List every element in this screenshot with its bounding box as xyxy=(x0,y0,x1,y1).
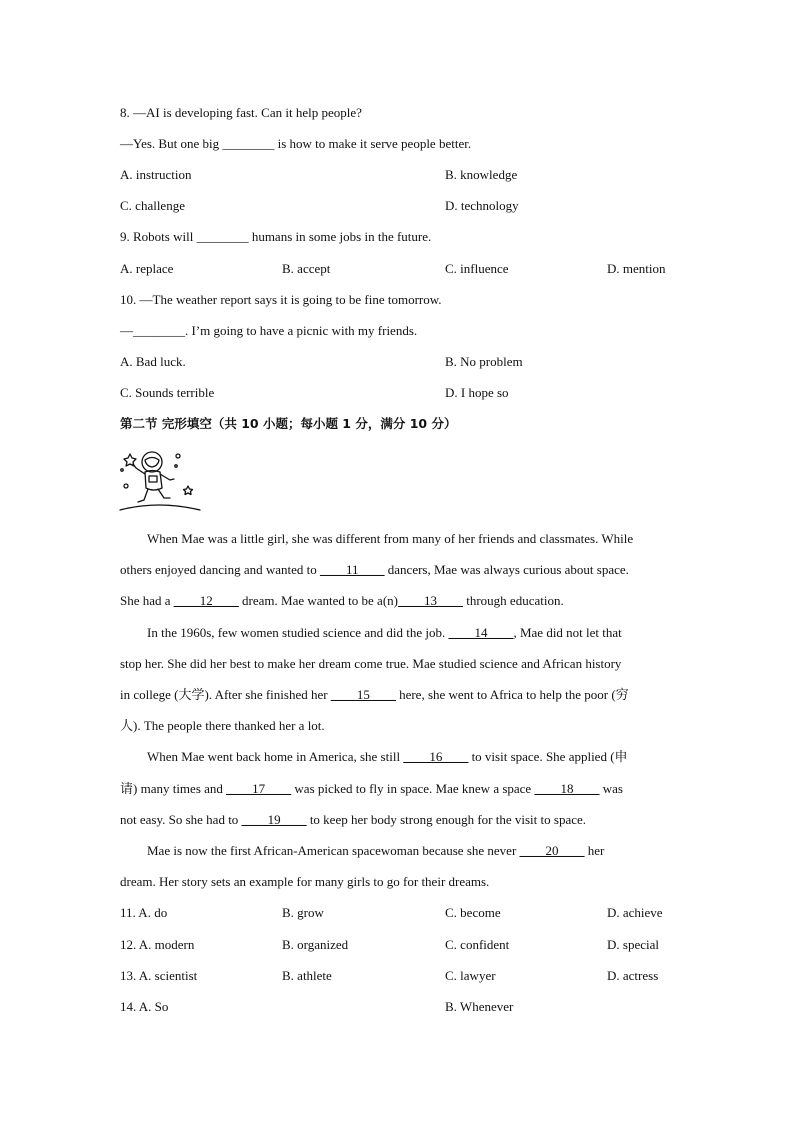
passage-p2-line2: stop her. She did her best to make her dream come true. Mae studied science and African history xyxy=(120,656,622,671)
q12-option-a: 12. A. modern xyxy=(120,937,195,952)
q10-stem: 10. —The weather report says it is going to be fine tomorrow. xyxy=(120,292,442,307)
q13-option-c: C. lawyer xyxy=(445,968,496,983)
passage-p4-line2: dream. Her story sets an example for many girls to go for their dreams. xyxy=(120,874,490,889)
q13-option-d: D. actress xyxy=(607,968,659,983)
blank-16: ____16____ xyxy=(403,749,469,764)
section-heading: 第二节 完形填空（共 10 小题；每小题 1 分，满分 10 分） xyxy=(120,416,457,431)
passage-p1-line3: She had a ____12____ dream. Mae wanted to be a(n)____13____ through education. xyxy=(120,593,564,608)
q11-option-a: 11. A. do xyxy=(120,905,168,920)
q10-option-d: D. I hope so xyxy=(445,385,509,400)
passage-p4-line1: Mae is now the first African-American spacewoman because she never ____20____ her xyxy=(147,843,605,858)
q10-option-b: B. No problem xyxy=(445,354,523,369)
passage-p2-line3: in college (大学). After she finished her ____15____ here, she went to Africa to help the poor (穷 xyxy=(120,687,629,702)
q12-option-d: D. special xyxy=(607,937,659,952)
blank-18: ____18____ xyxy=(534,781,600,796)
passage-p1-line2: others enjoyed dancing and wanted to ____11____ dancers, Mae was always curious about space. xyxy=(120,562,629,577)
q8-option-d: D. technology xyxy=(445,198,519,213)
blank-19: ____19____ xyxy=(241,812,307,827)
q10-option-a: A. Bad luck. xyxy=(120,354,186,369)
q13-option-a: 13. A. scientist xyxy=(120,968,198,983)
q8-reply: —Yes. But one big ________ is how to make it serve people better. xyxy=(120,136,472,151)
blank-20: ____20____ xyxy=(519,843,585,858)
q8-option-b: B. knowledge xyxy=(445,167,518,182)
passage-p1-line1: When Mae was a little girl, she was different from many of her friends and classmates. While xyxy=(147,531,634,546)
passage-p3-line3: not easy. So she had to ____19____ to keep her body strong enough for the visit to space. xyxy=(120,812,586,827)
q11-option-b: B. grow xyxy=(282,905,324,920)
q10-reply: —________. I’m going to have a picnic with my friends. xyxy=(120,323,418,338)
q9-option-c: C. influence xyxy=(445,261,509,276)
q8-option-a: A. instruction xyxy=(120,167,192,182)
q9-option-d: D. mention xyxy=(607,261,666,276)
q12-option-b: B. organized xyxy=(282,937,349,952)
q9-option-b: B. accept xyxy=(282,261,331,276)
blank-17: ____17____ xyxy=(226,781,292,796)
astronaut-icon xyxy=(118,446,202,516)
blank-11: ____11____ xyxy=(320,562,385,577)
q9-stem: 9. Robots will ________ humans in some jobs in the future. xyxy=(120,229,432,244)
q12-option-c: C. confident xyxy=(445,937,510,952)
blank-13: ____13____ xyxy=(397,593,463,608)
passage-p2-line4: 人). The people there thanked her a lot. xyxy=(120,718,325,733)
passage-p3-line1: When Mae went back home in America, she still ____16____ to visit space. She applied (申 xyxy=(147,749,628,764)
q11-option-c: C. become xyxy=(445,905,501,920)
q13-option-b: B. athlete xyxy=(282,968,332,983)
q14-option-a: 14. A. So xyxy=(120,999,169,1014)
q14-option-b: B. Whenever xyxy=(445,999,514,1014)
q10-option-c: C. Sounds terrible xyxy=(120,385,215,400)
passage-p2-line1: In the 1960s, few women studied science and did the job. ____14____, Mae did not let that xyxy=(147,625,622,640)
q8-option-c: C. challenge xyxy=(120,198,185,213)
passage-p3-line2: 请) many times and ____17____ was picked to fly in space. Mae knew a space ____18____ was xyxy=(120,781,623,796)
blank-15: ____15____ xyxy=(330,687,396,702)
blank-14: ____14____ xyxy=(448,625,514,640)
q9-option-a: A. replace xyxy=(120,261,174,276)
q8-stem: 8. —AI is developing fast. Can it help people? xyxy=(120,105,362,120)
q11-option-d: D. achieve xyxy=(607,905,663,920)
blank-12: ____12____ xyxy=(173,593,239,608)
